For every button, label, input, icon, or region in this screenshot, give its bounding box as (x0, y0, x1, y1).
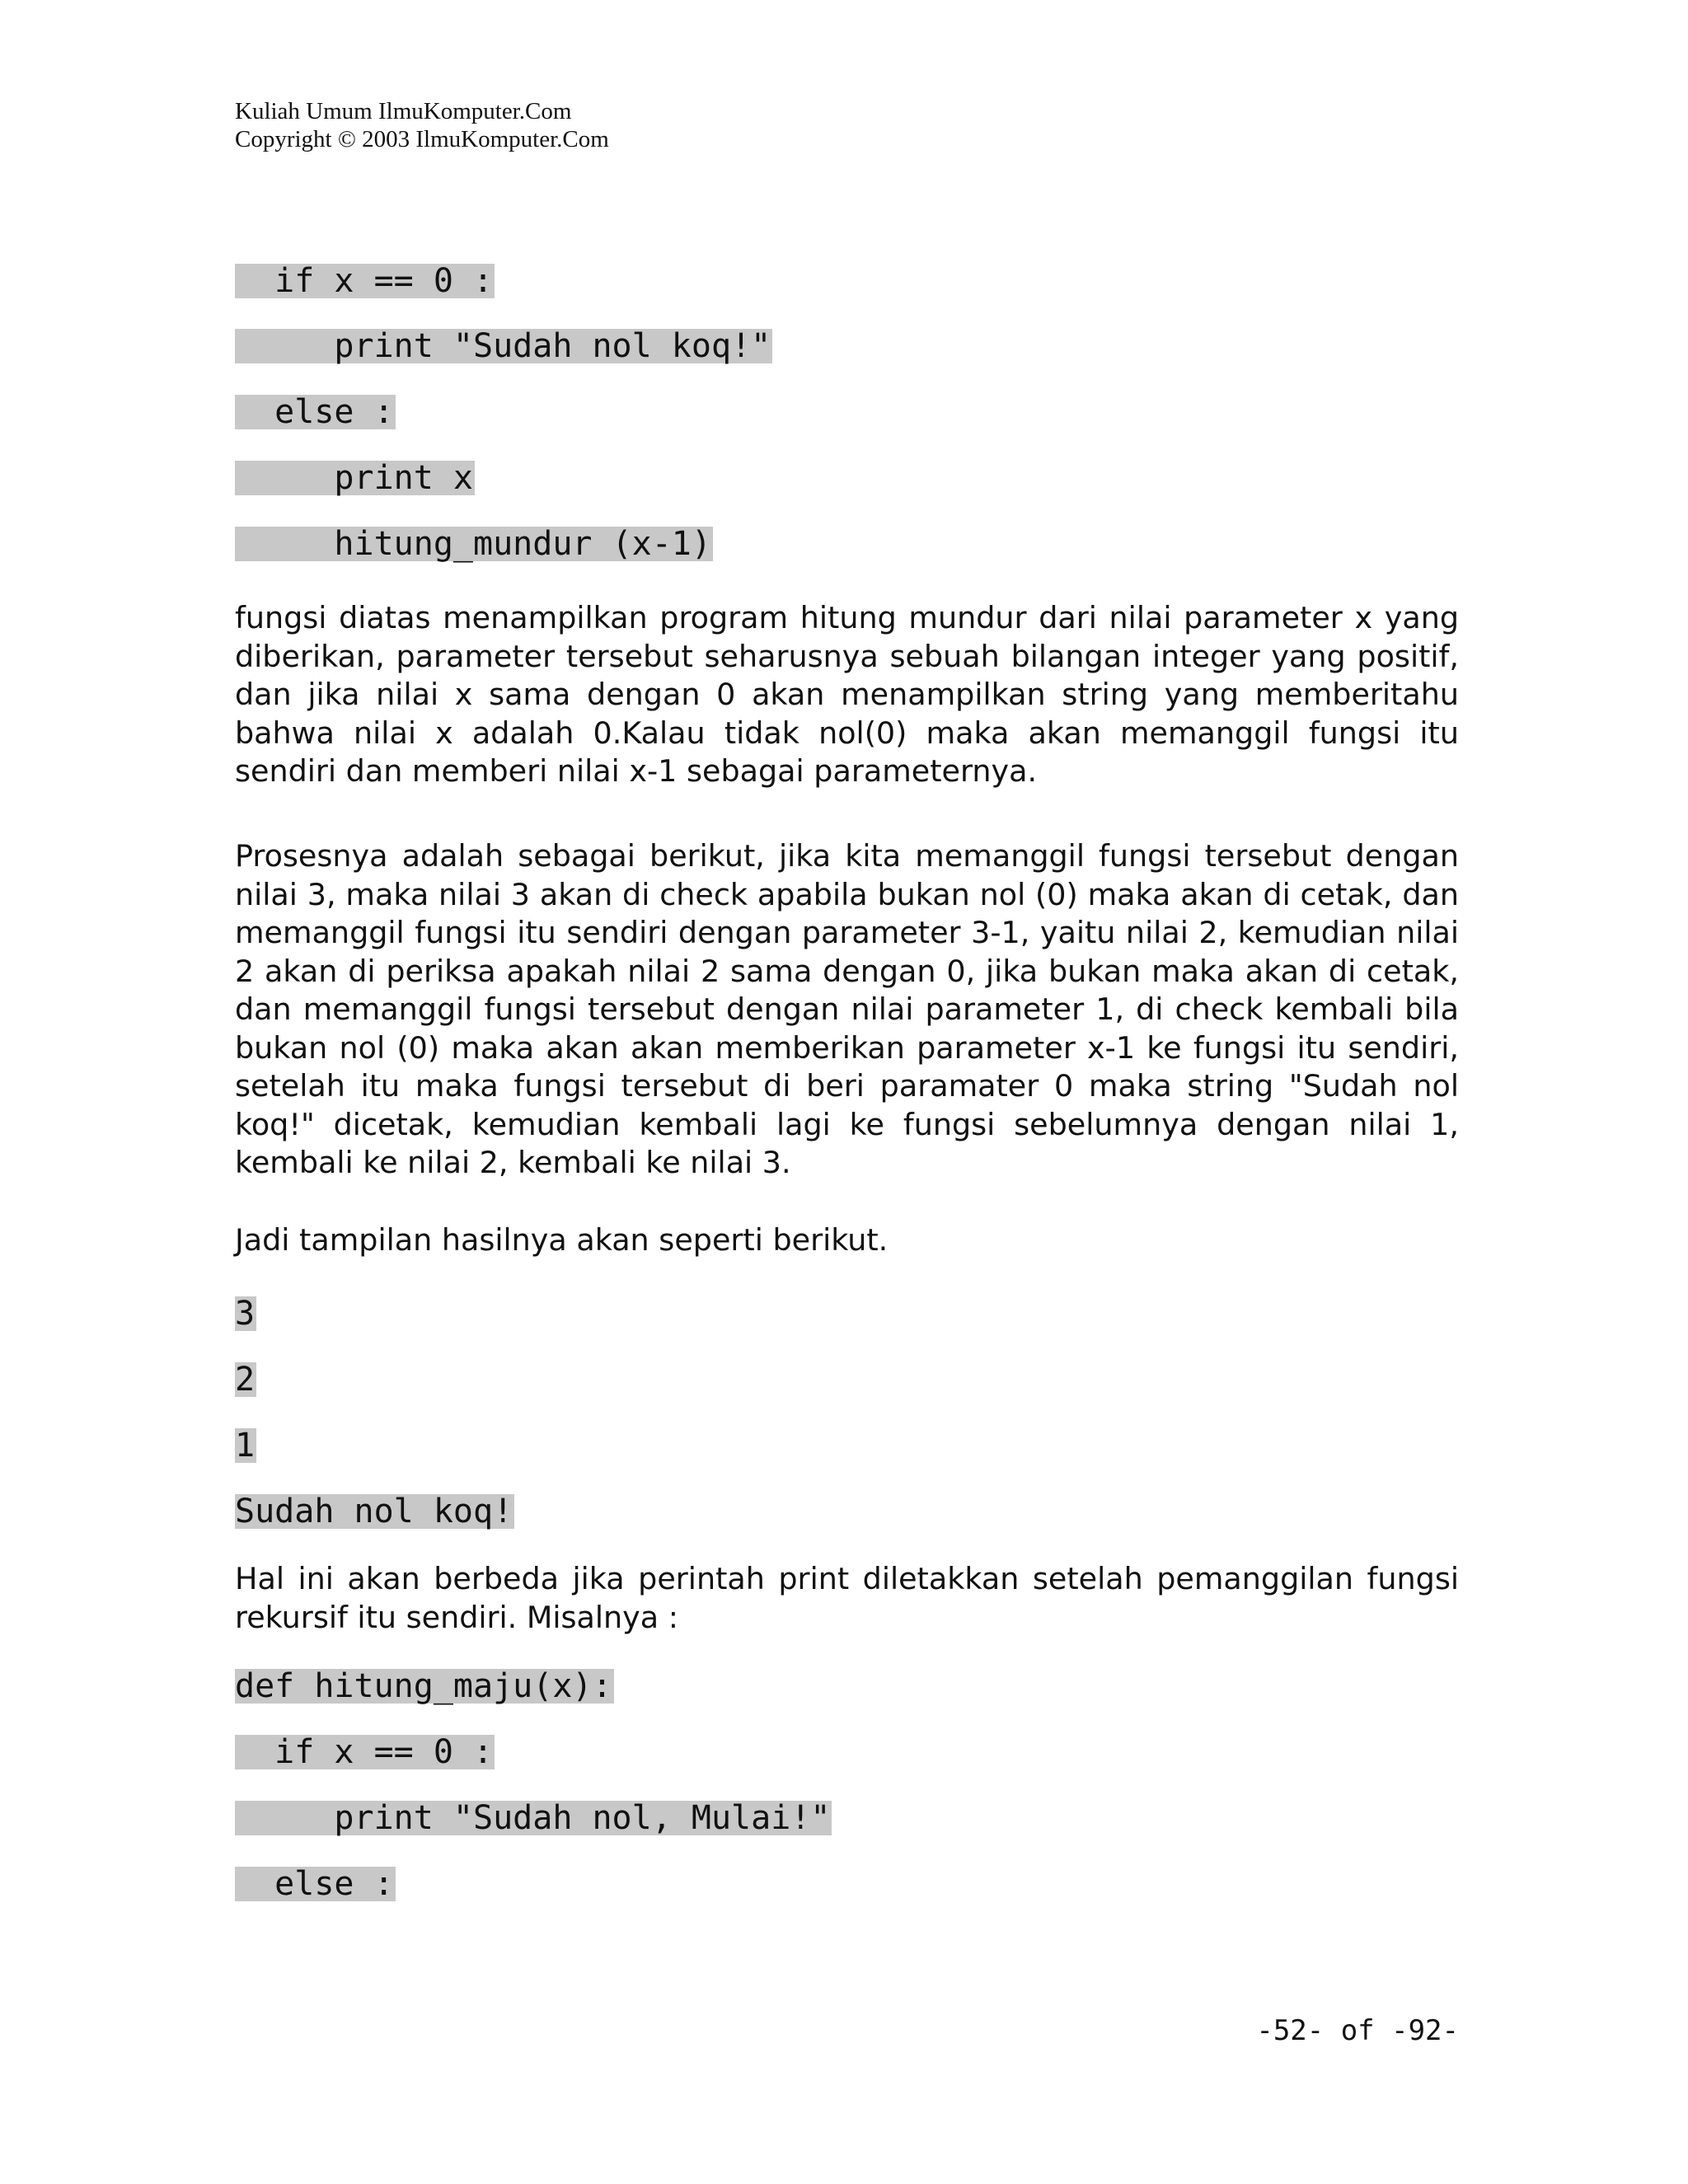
code-line: if x == 0 : (235, 1733, 494, 1771)
output-line: 3 (235, 1295, 256, 1333)
output-line: 2 (235, 1361, 256, 1399)
paragraph-explanation: fungsi diatas menampilkan program hitung mundur dari nilai parameter x yang diberikan, parameter tersebut seharusnya sebuah bilangan integer yang positif, dan jika nilai x sama dengan 0 akan menampilkan string yang memberitahu bahwa nilai x adalah 0.Kalau tidak nol(0) maka akan memanggil fungsi itu sendiri dan memberi nilai x-1 sebagai parameternya. (235, 600, 1459, 789)
paragraph-result-intro: Jadi tampilan hasilnya akan seperti berikut. (235, 1222, 889, 1258)
code-line: else : (235, 1865, 394, 1903)
header-line-2: Copyright © 2003 IlmuKomputer.Com (235, 126, 609, 152)
page-header (235, 97, 609, 153)
output-line: Sudah nol koq! (235, 1493, 513, 1530)
paragraph-process: Prosesnya adalah sebagai berikut, jika kita memanggil fungsi tersebut dengan nilai 3, maka nilai 3 akan di check apabila bukan nol (0) maka akan di cetak, dan memanggil fungsi itu sendiri dengan parameter 3-1, yaitu nilai 2, kemudian nilai 2 akan di periksa apakah nilai 2 sama dengan 0, jika bukan maka akan di cetak, dan memanggil fungsi tersebut dengan nilai parameter 1, di check kembali bila bukan nol (0) maka akan akan memberikan parameter x-1 ke fungsi itu sendiri, setelah itu maka fungsi tersebut di beri paramater 0 maka string "Sudah nol koq!" dicetak, kemudian kembali lagi ke fungsi sebelumnya dengan nilai 1, kembali ke nilai 2, kembali ke nilai 3. (235, 838, 1459, 1180)
code-line: def hitung_maju(x): (235, 1667, 612, 1705)
code-line: if x == 0 : (235, 262, 494, 300)
code-line: else : (235, 393, 394, 431)
output-line: 1 (235, 1427, 256, 1465)
page-number: -52- of -92- (1256, 2014, 1459, 2047)
code-line: print x (235, 459, 473, 497)
header-line-1: Kuliah Umum IlmuKomputer.Com (235, 98, 572, 124)
code-line: print "Sudah nol koq!" (235, 327, 771, 365)
paragraph-difference: Hal ini akan berbeda jika perintah print diletakkan setelah pemanggilan fungsi rekursif itu sendiri. Misalnya : (235, 1561, 1459, 1635)
code-line: print "Sudah nol, Mulai!" (235, 1799, 831, 1837)
code-line: hitung_mundur (x-1) (235, 525, 711, 563)
